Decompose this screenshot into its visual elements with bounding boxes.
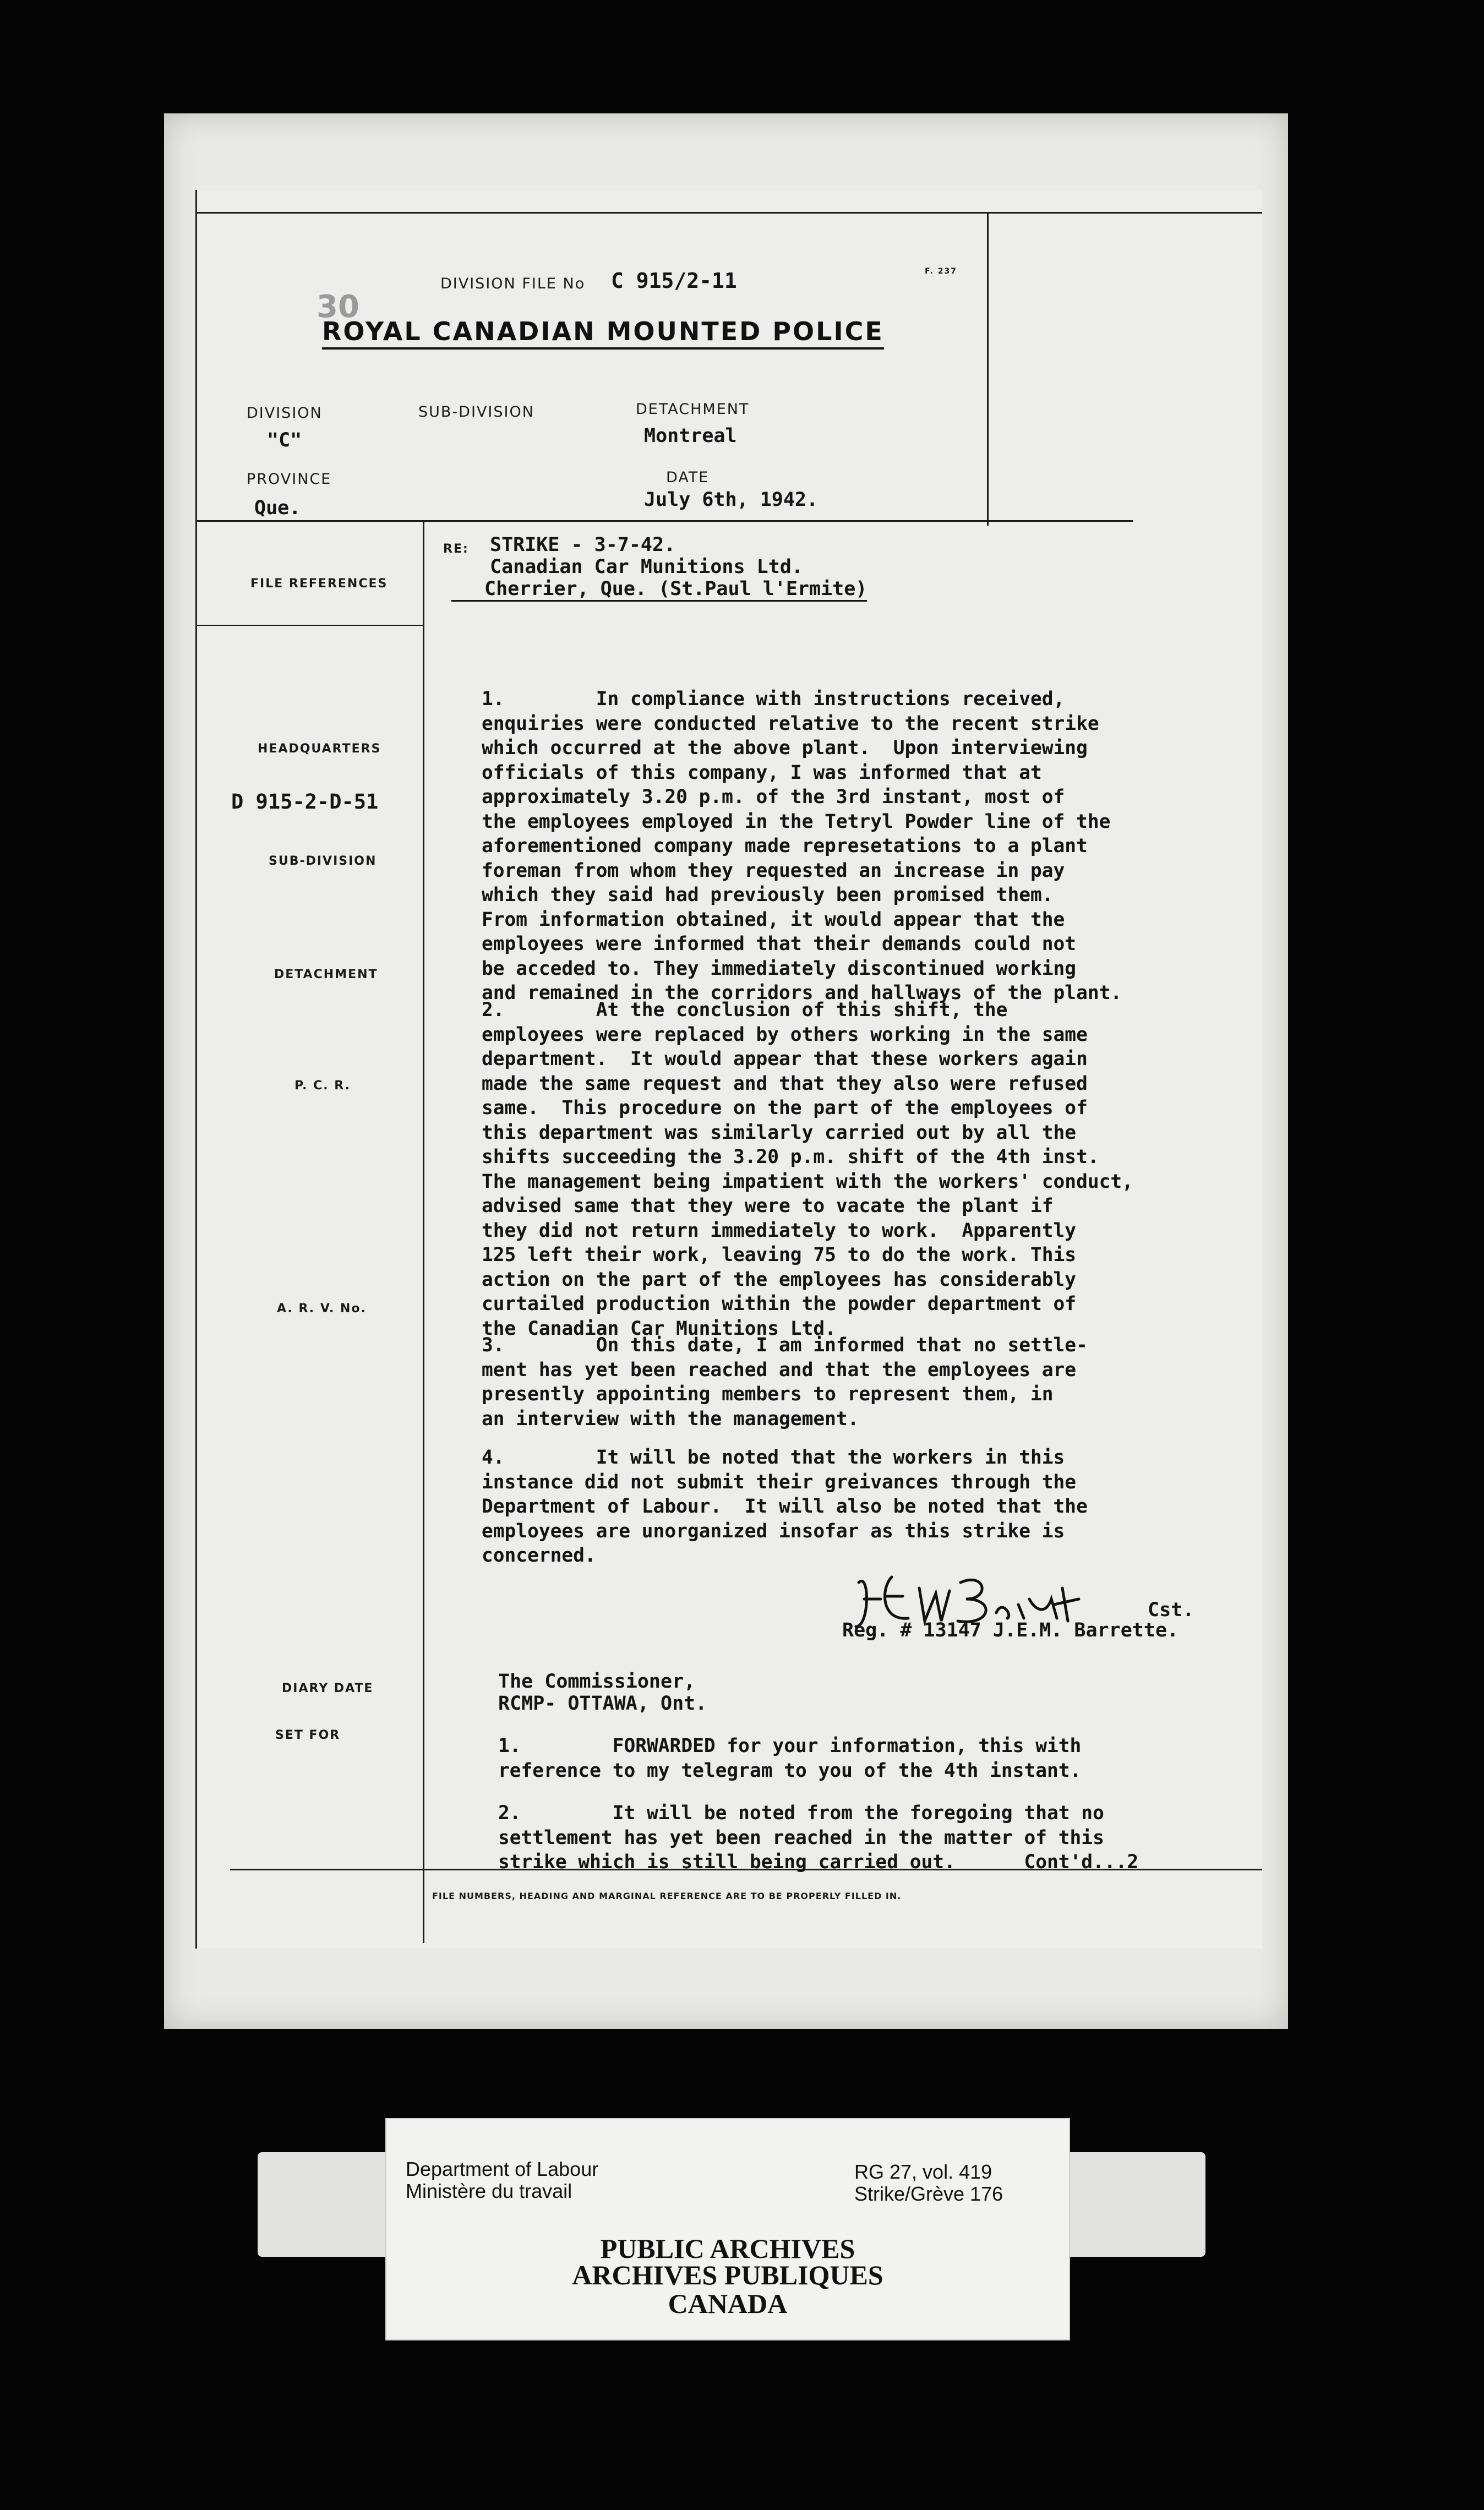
archive-ref-1: RG 27, vol. 419 xyxy=(854,2160,992,2183)
right-vertical-rule xyxy=(987,212,989,526)
re-label: RE: xyxy=(443,542,469,556)
header-rule xyxy=(197,520,1133,522)
paragraph-4: 4. It will be noted that the workers in this instance did not submit their greivances through the Department of Labour. It will also be noted that the employees are unorganized insofar as this strike is concerned. xyxy=(482,1447,1088,1567)
margin-subdivision-label: SUB-DIVISION xyxy=(269,854,377,868)
archives-fr: ARCHIVES PUBLIQUES xyxy=(572,2260,883,2290)
file-ref-rule xyxy=(197,625,423,626)
label-clip-left xyxy=(258,2152,387,2257)
headquarters-label: HEADQUARTERS xyxy=(258,742,381,756)
division-label: DIVISION xyxy=(247,405,323,422)
archives-country: CANADA xyxy=(668,2288,788,2319)
forwarding-paragraph-2: 2. It will be noted from the foregoing that no settlement has yet been reached in the matter of this strike which is still being carried out. Cont'd...2 xyxy=(498,1802,1139,1873)
detachment-value: Montreal xyxy=(644,425,737,447)
pcr-label: P. C. R. xyxy=(294,1079,351,1093)
province-value: Que. xyxy=(254,497,301,519)
paragraph-1: 1. In compliance with instructions received, enquiries were conducted relative to the recent strike which occurred at the above plant. Upon interviewing officials of this company, I was informed that at approximately 3.20 p.m. of the 3rd instant, most of the employees employed in the Tetryl Powder line of the aforementioned company made represetations to a plant foreman from whom they requested an increase in pay which they said had previously been promised them. From information obtained, it would appear that the employees were informed that their demands could not be acceded to. They immediately discontinued working and remained in the corridors and hallways of the plant. xyxy=(482,688,1122,1004)
form-code: F. 237 xyxy=(925,267,957,276)
subdivision-label: SUB-DIVISION xyxy=(418,403,534,421)
margin-detachment-label: DETACHMENT xyxy=(274,968,378,981)
province-label: PROVINCE xyxy=(247,471,332,488)
arv-label: A. R. V. No. xyxy=(277,1302,367,1316)
signoff-reg: Reg. # 13147 J.E.M. Barrette. xyxy=(842,1619,1179,1641)
archive-label-card xyxy=(385,2118,1070,2340)
margin-vertical-rule xyxy=(423,520,424,1943)
set-for-label: SET FOR xyxy=(275,1728,341,1742)
signoff-rank: Cst. xyxy=(1148,1599,1194,1621)
detachment-label: DETACHMENT xyxy=(636,401,750,418)
footer-note: FILE NUMBERS, HEADING AND MARGINAL REFERENCE ARE TO BE PROPERLY FILLED IN. xyxy=(432,1891,902,1901)
headquarters-file-no: D 915-2-D-51 xyxy=(231,790,379,814)
forwarding-paragraph-1: 1. FORWARDED for your information, this with reference to my telegram to you of the 4th instant. xyxy=(498,1735,1082,1782)
diary-date-label: DIARY DATE xyxy=(282,1682,374,1695)
label-clip-right xyxy=(1068,2152,1205,2257)
file-no-label: DIVISION FILE No xyxy=(440,275,586,292)
division-value: "C" xyxy=(267,429,302,451)
top-rule xyxy=(197,212,1262,214)
file-no-value: C 915/2-11 xyxy=(611,269,737,293)
dept-fr: Ministère du travail xyxy=(406,2180,572,2202)
file-references-label: FILE REFERENCES xyxy=(250,577,388,591)
dept-en: Department of Labour xyxy=(406,2158,599,2180)
page-title: ROYAL CANADIAN MOUNTED POLICE xyxy=(322,317,884,350)
archives-en: PUBLIC ARCHIVES xyxy=(600,2233,855,2264)
archive-ref-2: Strike/Grève 176 xyxy=(854,2182,1003,2205)
addressee-line-1: The Commissioner, xyxy=(498,1671,696,1693)
addressee-line-2: RCMP- OTTAWA, Ont. xyxy=(498,1693,707,1715)
re-line-3: Cherrier, Que. (St.Paul l'Ermite) xyxy=(451,578,867,602)
re-line-2: Canadian Car Munitions Ltd. xyxy=(490,556,803,578)
paragraph-2: 2. At the conclusion of this shift, the employees were replaced by others working in the same department. It would appear that these workers again made the same request and that they also were refused same. This procedure on the part of the employees of this department was similarly carried out by all the shifts succeeding the 3.20 p.m. shift of the 4th inst. The management being impatient with the workers' conduct, advised same that they were to vacate the plant if they did not return immediately to work. Apparently 125 left their work, leaving 75 to do the work. This action on the part of the employees has considerably curtailed production within the powder department of the Canadian Car Munitions Ltd. xyxy=(482,999,1133,1340)
paragraph-3: 3. On this date, I am informed that no settle- ment has yet been reached and that the employees are presently appointing members to represent them, in an interview with the management. xyxy=(482,1334,1088,1430)
stamp-number: 30 xyxy=(317,289,359,325)
date-label: DATE xyxy=(666,469,710,486)
re-line-1: STRIKE - 3-7-42. xyxy=(490,534,676,556)
date-value: July 6th, 1942. xyxy=(644,489,819,511)
